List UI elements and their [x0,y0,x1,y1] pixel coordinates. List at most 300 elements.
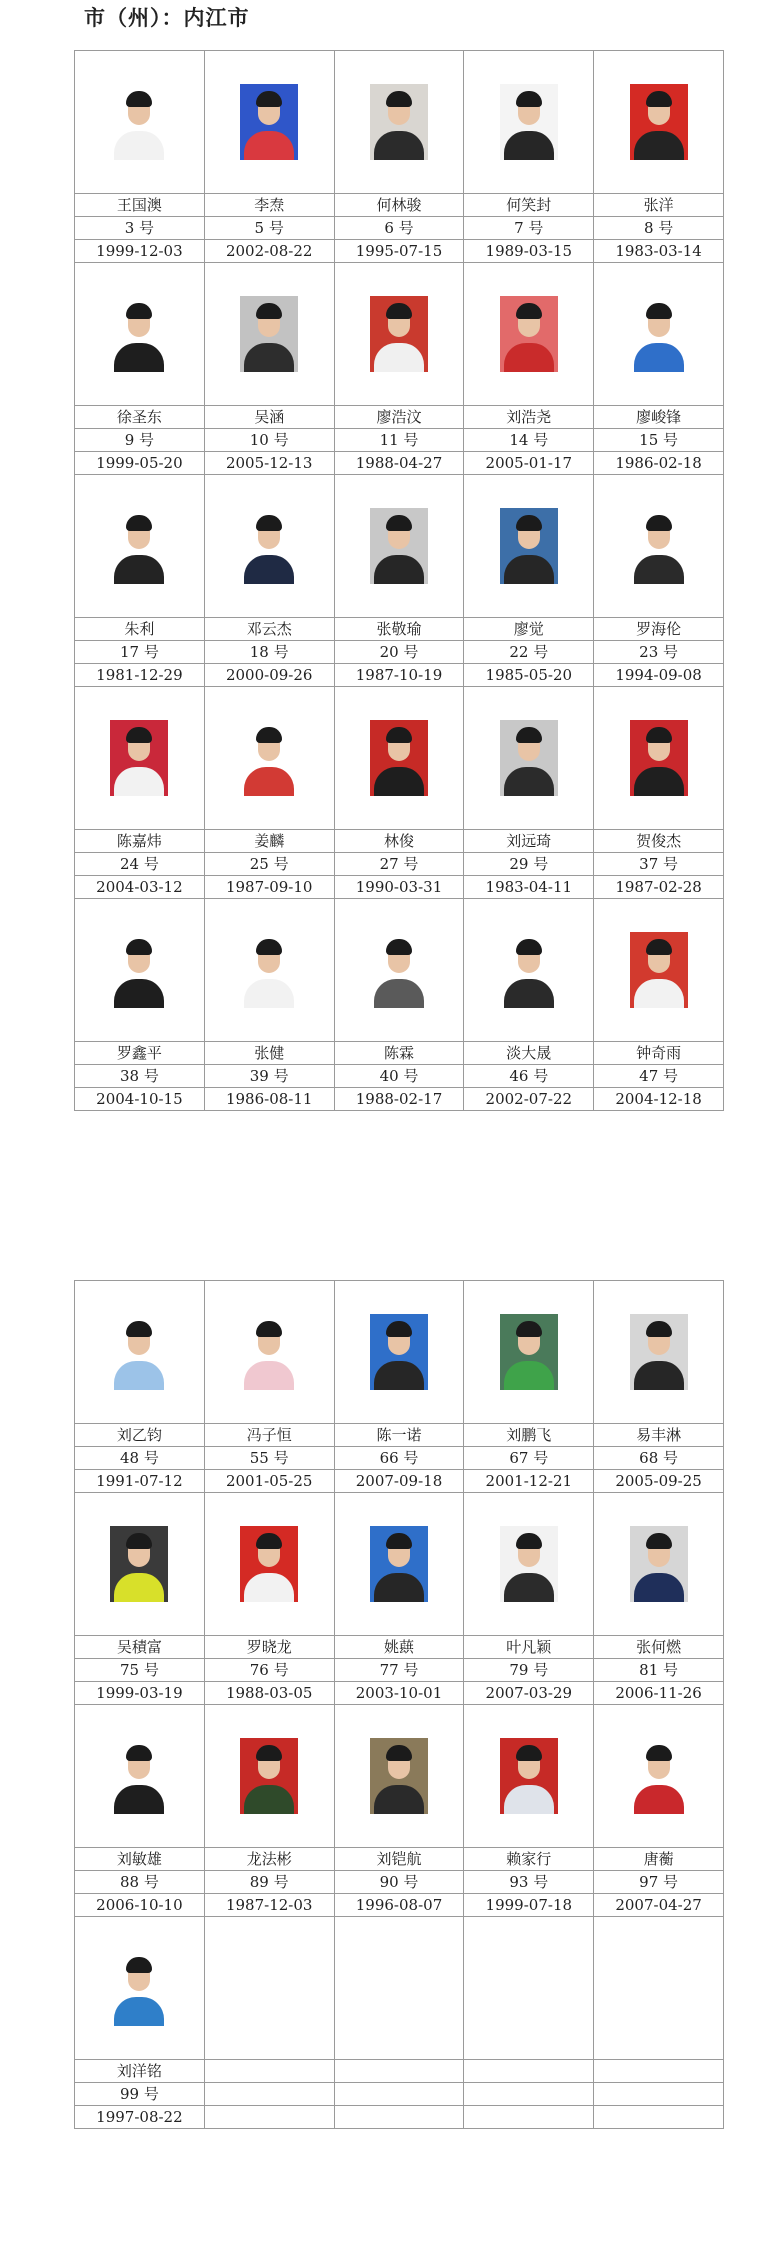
player-name: 吴涵 [204,406,334,429]
portrait-hair [256,939,282,955]
birth-date: 1999-03-19 [75,1682,205,1705]
empty-cell [334,1917,464,2060]
player-name: 刘敏雄 [75,1848,205,1871]
player-name: 王国澳 [75,194,205,217]
birth-date: 1989-03-15 [464,240,594,263]
birth-date: 1995-07-15 [334,240,464,263]
player-name-row [75,1042,724,1065]
birth-date: 1996-08-07 [334,1894,464,1917]
player-photo [240,84,298,160]
player-photo-cell [334,263,464,406]
portrait-shirt [504,979,554,1008]
jersey-number: 47 号 [594,1065,724,1088]
birth-date: 2002-08-22 [204,240,334,263]
jersey-number: 17 号 [75,641,205,664]
jersey-number-row [75,429,724,452]
portrait-shirt [374,979,424,1008]
player-photo-cell [204,1493,334,1636]
birth-date: 1983-04-11 [464,876,594,899]
player-photo-cell [464,51,594,194]
portrait-hair [386,515,412,531]
portrait-hair [386,1745,412,1761]
photo-row [75,51,724,194]
player-photo [110,1526,168,1602]
player-photo-cell [334,1281,464,1424]
player-photo [500,1526,558,1602]
jersey-number: 40 号 [334,1065,464,1088]
portrait-hair [256,727,282,743]
jersey-number: 24 号 [75,853,205,876]
player-photo [630,84,688,160]
player-photo [240,508,298,584]
jersey-number: 38 号 [75,1065,205,1088]
portrait-shirt [114,343,164,372]
jersey-number: 18 号 [204,641,334,664]
portrait-shirt [504,1573,554,1602]
jersey-number: 10 号 [204,429,334,452]
portrait-hair [646,1745,672,1761]
player-name: 吴積富 [75,1636,205,1659]
portrait-hair [126,1533,152,1549]
portrait-hair [516,515,542,531]
portrait-shirt [634,1361,684,1390]
player-photo-cell [594,687,724,830]
birth-date-row [75,1894,724,1917]
birth-date-row [75,664,724,687]
birth-date-row [75,1682,724,1705]
photo-row [75,899,724,1042]
portrait-shirt [244,555,294,584]
player-name: 何笑封 [464,194,594,217]
player-photo-cell [334,1493,464,1636]
portrait-hair [516,939,542,955]
jersey-number: 97 号 [594,1871,724,1894]
portrait-shirt [374,1361,424,1390]
player-photo-cell [204,1705,334,1848]
portrait-hair [126,1321,152,1337]
player-photo-cell [75,687,205,830]
jersey-number: 39 号 [204,1065,334,1088]
portrait-hair [646,1321,672,1337]
empty-cell [334,2060,464,2083]
empty-cell [464,2083,594,2106]
portrait-hair [126,939,152,955]
player-photo [110,1950,168,2026]
player-photo [630,1526,688,1602]
player-name: 罗晓龙 [204,1636,334,1659]
jersey-number: 76 号 [204,1659,334,1682]
birth-date: 1988-03-05 [204,1682,334,1705]
birth-date: 1990-03-31 [334,876,464,899]
player-roster-table [74,50,724,1111]
player-photo [370,1314,428,1390]
portrait-shirt [504,555,554,584]
portrait-shirt [114,1573,164,1602]
portrait-shirt [504,1361,554,1390]
portrait-hair [126,1957,152,1973]
birth-date: 1999-05-20 [75,452,205,475]
jersey-number: 79 号 [464,1659,594,1682]
portrait-shirt [374,767,424,796]
player-name: 何林骏 [334,194,464,217]
player-name: 林俊 [334,830,464,853]
portrait-shirt [634,1573,684,1602]
birth-date: 1987-12-03 [204,1894,334,1917]
portrait-hair [516,91,542,107]
birth-date: 1988-04-27 [334,452,464,475]
player-name-row [75,618,724,641]
player-photo [240,720,298,796]
portrait-hair [256,1745,282,1761]
player-photo-cell [204,899,334,1042]
player-name: 刘远琦 [464,830,594,853]
photo-row [75,1705,724,1848]
player-photo-cell [204,475,334,618]
portrait-shirt [244,1573,294,1602]
birth-date: 1986-02-18 [594,452,724,475]
jersey-number: 89 号 [204,1871,334,1894]
player-photo-cell [594,1281,724,1424]
player-photo [370,296,428,372]
empty-cell [464,2060,594,2083]
jersey-number: 25 号 [204,853,334,876]
player-name: 朱利 [75,618,205,641]
portrait-shirt [634,555,684,584]
player-photo-cell [464,1281,594,1424]
player-photo [630,720,688,796]
birth-date: 1981-12-29 [75,664,205,687]
portrait-shirt [504,1785,554,1814]
birth-date-row [75,2106,724,2129]
jersey-number-row [75,2083,724,2106]
birth-date: 2004-10-15 [75,1088,205,1111]
player-name-row [75,1848,724,1871]
portrait-hair [126,1745,152,1761]
player-photo-cell [464,899,594,1042]
jersey-number: 23 号 [594,641,724,664]
player-name: 贺俊杰 [594,830,724,853]
birth-date: 2007-04-27 [594,1894,724,1917]
birth-date: 1983-03-14 [594,240,724,263]
jersey-number: 88 号 [75,1871,205,1894]
jersey-number: 55 号 [204,1447,334,1470]
portrait-hair [256,303,282,319]
portrait-hair [646,727,672,743]
player-name: 张洋 [594,194,724,217]
player-photo-cell [334,687,464,830]
player-name: 龙法彬 [204,1848,334,1871]
player-name: 赖家行 [464,1848,594,1871]
jersey-number: 48 号 [75,1447,205,1470]
empty-cell [334,2083,464,2106]
jersey-number: 90 号 [334,1871,464,1894]
portrait-shirt [114,1785,164,1814]
player-name-row [75,1424,724,1447]
empty-cell [334,2106,464,2129]
jersey-number: 75 号 [75,1659,205,1682]
empty-cell [594,2060,724,2083]
portrait-hair [516,303,542,319]
portrait-shirt [244,343,294,372]
player-photo [500,296,558,372]
photo-row [75,687,724,830]
player-photo-cell [75,1917,205,2060]
birth-date: 1991-07-12 [75,1470,205,1493]
photo-row [75,1281,724,1424]
player-photo-cell [75,899,205,1042]
player-photo-cell [464,687,594,830]
portrait-hair [646,1533,672,1549]
portrait-shirt [374,131,424,160]
portrait-shirt [634,1785,684,1814]
portrait-hair [386,91,412,107]
player-photo [110,720,168,796]
player-photo-cell [594,1493,724,1636]
birth-date: 2006-11-26 [594,1682,724,1705]
birth-date: 2004-03-12 [75,876,205,899]
player-photo [240,296,298,372]
birth-date: 1999-12-03 [75,240,205,263]
portrait-hair [516,1533,542,1549]
portrait-shirt [374,555,424,584]
player-photo [370,508,428,584]
portrait-shirt [374,1785,424,1814]
player-photo [500,508,558,584]
player-photo-cell [75,1493,205,1636]
player-name: 易丰淋 [594,1424,724,1447]
player-photo [630,1738,688,1814]
player-name: 刘乙钧 [75,1424,205,1447]
birth-date: 1987-10-19 [334,664,464,687]
player-photo-cell [334,899,464,1042]
birth-date: 1986-08-11 [204,1088,334,1111]
player-photo [630,508,688,584]
jersey-number: 7 号 [464,217,594,240]
player-photo-cell [204,51,334,194]
portrait-hair [646,515,672,531]
portrait-shirt [244,131,294,160]
birth-date: 1994-09-08 [594,664,724,687]
jersey-number: 20 号 [334,641,464,664]
player-name-row [75,830,724,853]
portrait-shirt [504,131,554,160]
player-name: 刘洋铭 [75,2060,205,2083]
jersey-number: 5 号 [204,217,334,240]
portrait-shirt [244,1785,294,1814]
player-photo [110,1314,168,1390]
birth-date: 1987-09-10 [204,876,334,899]
birth-date: 2001-05-25 [204,1470,334,1493]
empty-cell [204,2060,334,2083]
portrait-shirt [244,1361,294,1390]
player-photo-cell [334,51,464,194]
player-name-row [75,406,724,429]
player-photo-cell [75,1705,205,1848]
portrait-shirt [634,131,684,160]
photo-row [75,475,724,618]
player-photo [110,1738,168,1814]
portrait-hair [516,1745,542,1761]
player-roster-table [74,1280,724,2129]
player-photo-cell [204,263,334,406]
photo-row [75,263,724,406]
player-photo [370,1526,428,1602]
player-name: 姚蕻 [334,1636,464,1659]
birth-date: 1987-02-28 [594,876,724,899]
empty-cell [204,2083,334,2106]
birth-date: 2006-10-10 [75,1894,205,1917]
player-name: 罗海伦 [594,618,724,641]
player-photo-cell [75,51,205,194]
portrait-shirt [374,1573,424,1602]
player-name: 张健 [204,1042,334,1065]
player-name: 淡大晟 [464,1042,594,1065]
jersey-number: 6 号 [334,217,464,240]
player-photo [500,84,558,160]
birth-date: 2004-12-18 [594,1088,724,1111]
player-photo [240,932,298,1008]
player-name: 邓云杰 [204,618,334,641]
player-name: 钟奇雨 [594,1042,724,1065]
empty-cell [204,2106,334,2129]
player-photo [240,1314,298,1390]
photo-row [75,1917,724,2060]
empty-cell [594,2106,724,2129]
player-photo-cell [204,1281,334,1424]
player-name: 陈霖 [334,1042,464,1065]
birth-date: 2000-09-26 [204,664,334,687]
player-photo [630,296,688,372]
player-photo-cell [594,51,724,194]
jersey-number: 22 号 [464,641,594,664]
player-name-row [75,1636,724,1659]
jersey-number: 15 号 [594,429,724,452]
birth-date-row [75,452,724,475]
empty-cell [464,1917,594,2060]
player-name: 张何燃 [594,1636,724,1659]
player-name: 姜麟 [204,830,334,853]
player-name: 廖峻锋 [594,406,724,429]
player-photo [500,720,558,796]
portrait-hair [126,515,152,531]
jersey-number: 9 号 [75,429,205,452]
birth-date: 2007-09-18 [334,1470,464,1493]
birth-date: 2003-10-01 [334,1682,464,1705]
portrait-hair [256,515,282,531]
player-name: 廖浩汶 [334,406,464,429]
player-photo [240,1738,298,1814]
player-name: 李焘 [204,194,334,217]
birth-date-row [75,1088,724,1111]
player-photo [370,720,428,796]
jersey-number: 8 号 [594,217,724,240]
player-photo-cell [75,263,205,406]
player-name: 陈嘉炜 [75,830,205,853]
portrait-hair [646,91,672,107]
portrait-hair [256,1533,282,1549]
birth-date: 2005-09-25 [594,1470,724,1493]
jersey-number: 67 号 [464,1447,594,1470]
jersey-number: 29 号 [464,853,594,876]
empty-cell [464,2106,594,2129]
jersey-number-row [75,641,724,664]
jersey-number: 93 号 [464,1871,594,1894]
portrait-shirt [114,555,164,584]
player-name: 张敬瑜 [334,618,464,641]
player-photo-cell [464,1705,594,1848]
empty-cell [594,1917,724,2060]
player-photo-cell [75,1281,205,1424]
player-name: 徐圣东 [75,406,205,429]
player-photo [240,1526,298,1602]
player-photo-cell [334,1705,464,1848]
player-photo-cell [594,899,724,1042]
portrait-hair [126,727,152,743]
player-name: 刘浩尧 [464,406,594,429]
portrait-shirt [244,979,294,1008]
birth-date: 1997-08-22 [75,2106,205,2129]
portrait-hair [256,1321,282,1337]
portrait-shirt [634,767,684,796]
portrait-hair [516,1321,542,1337]
portrait-shirt [504,767,554,796]
portrait-hair [126,91,152,107]
player-photo [500,1738,558,1814]
jersey-number-row [75,1065,724,1088]
birth-date: 2007-03-29 [464,1682,594,1705]
empty-cell [594,2083,724,2106]
portrait-hair [126,303,152,319]
player-photo-cell [464,475,594,618]
player-photo-cell [594,1705,724,1848]
player-photo-cell [464,1493,594,1636]
portrait-hair [256,91,282,107]
player-photo-cell [204,687,334,830]
jersey-number: 68 号 [594,1447,724,1470]
player-photo [370,932,428,1008]
portrait-shirt [114,767,164,796]
portrait-shirt [634,979,684,1008]
player-photo [500,1314,558,1390]
birth-date: 2001-12-21 [464,1470,594,1493]
birth-date-row [75,1470,724,1493]
photo-row [75,1493,724,1636]
player-name: 刘鹏飞 [464,1424,594,1447]
jersey-number: 66 号 [334,1447,464,1470]
player-photo [110,508,168,584]
birth-date: 1985-05-20 [464,664,594,687]
player-name: 叶凡颖 [464,1636,594,1659]
birth-date: 2002-07-22 [464,1088,594,1111]
jersey-number: 14 号 [464,429,594,452]
player-photo [630,1314,688,1390]
player-photo [110,932,168,1008]
jersey-number: 77 号 [334,1659,464,1682]
portrait-shirt [634,343,684,372]
portrait-shirt [504,343,554,372]
jersey-number-row [75,853,724,876]
birth-date: 2005-12-13 [204,452,334,475]
birth-date: 1999-07-18 [464,1894,594,1917]
jersey-number: 99 号 [75,2083,205,2106]
portrait-hair [516,727,542,743]
player-photo [500,932,558,1008]
player-name-row [75,2060,724,2083]
player-photo-cell [334,475,464,618]
birth-date: 1988-02-17 [334,1088,464,1111]
player-name-row [75,194,724,217]
portrait-shirt [114,131,164,160]
